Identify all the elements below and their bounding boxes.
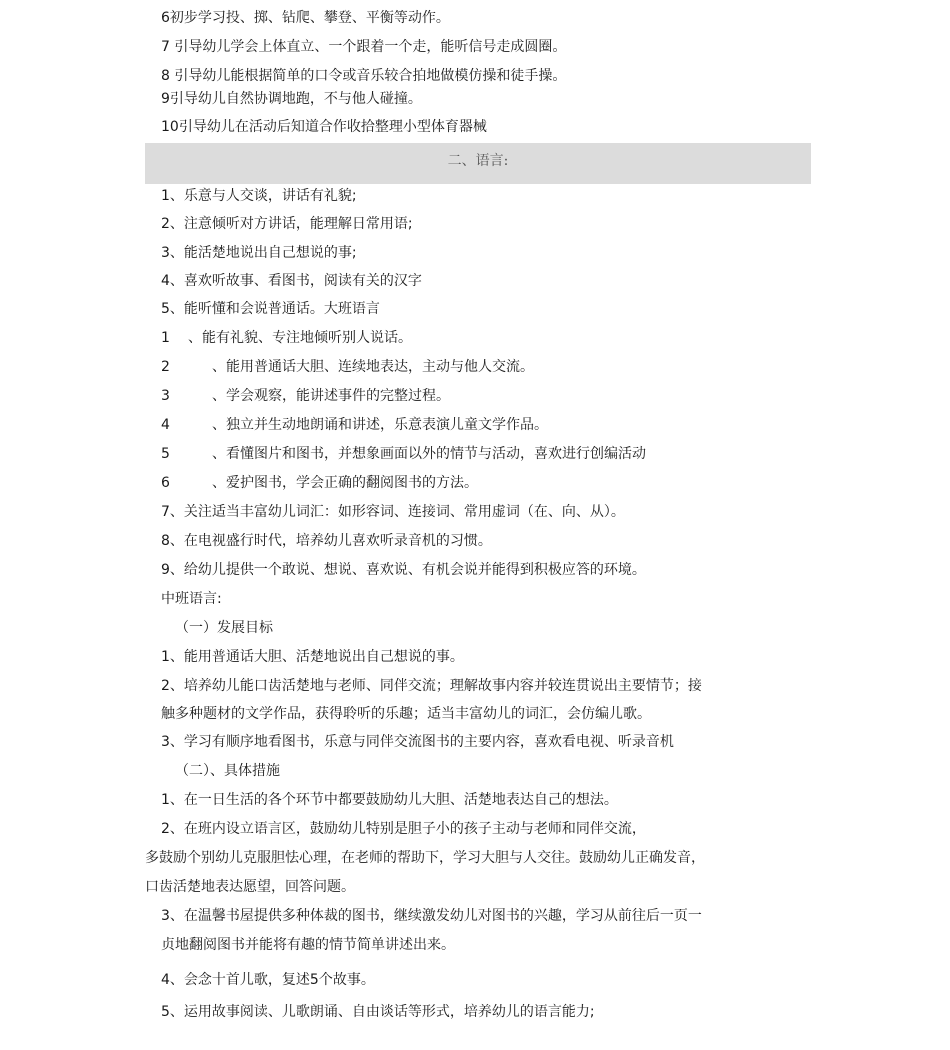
list-item: 、学会观察，能讲述事件的完整过程。 (212, 388, 450, 404)
list-item: 5、运用故事阅读、儿歌朗诵、自由谈话等形式，培养幼儿的语言能力; (161, 1004, 595, 1020)
list-number: 5 (161, 446, 170, 462)
list-item: 4、会念十首儿歌，复述5个故事。 (161, 972, 375, 988)
section-header-band (145, 143, 811, 184)
goals-heading: （一）发展目标 (175, 620, 273, 636)
list-number: 1 (161, 330, 170, 346)
list-item: 、独立并生动地朗诵和讲述，乐意表演儿童文学作品。 (212, 417, 548, 433)
list-number: 2 (161, 359, 170, 375)
list-item: 7 引导幼儿学会上体直立、一个跟着一个走，能听信号走成圆圈。 (161, 39, 567, 55)
list-item: 1、能用普通话大胆、活楚地说出自己想说的事。 (161, 649, 464, 665)
list-item: 5、能听懂和会说普通话。大班语言 (161, 301, 380, 317)
list-number: 3 (161, 388, 170, 404)
list-item: 、看懂图片和图书，并想象画面以外的情节与活动，喜欢进行创编活动 (212, 446, 646, 462)
measures-heading: （二）、具体措施 (175, 763, 280, 779)
list-item-continuation: 口齿活楚地表达愿望，回答问题。 (145, 879, 355, 895)
list-item: 、能有礼貌、专注地倾听别人说话。 (188, 330, 412, 346)
list-item: 7、关注适当丰富幼儿词汇：如形容词、连接词、常用虚词（在、向、从）。 (161, 504, 625, 520)
list-item-continuation: 贞地翻阅图书并能将有趣的情节简单讲述出来。 (161, 937, 455, 953)
list-item-continuation: 触多种题材的文学作品，获得聆听的乐趣；适当丰富幼儿的词汇，会仿编儿歌。 (161, 706, 651, 722)
list-item: 、爱护图书，学会正确的翻阅图书的方法。 (212, 475, 478, 491)
subsection-title: 中班语言: (161, 591, 222, 607)
list-item: 8 引导幼儿能根据简单的口令或音乐较合拍地做模仿操和徒手操。 (161, 68, 567, 84)
section-title: 二、语言: (447, 153, 509, 169)
list-number: 4 (161, 417, 170, 433)
list-item: 1、乐意与人交谈，讲话有礼貌; (161, 188, 357, 204)
list-item: 4、喜欢听故事、看图书，阅读有关的汉字 (161, 273, 422, 289)
list-item: 3、能活楚地说出自己想说的事; (161, 245, 357, 261)
list-item: 2、注意倾听对方讲话，能理解日常用语; (161, 216, 413, 232)
list-item: 9引导幼儿自然协调地跑，不与他人碰撞。 (161, 91, 422, 107)
list-item: 、能用普通话大胆、连续地表达，主动与他人交流。 (212, 359, 534, 375)
list-item-continuation: 多鼓励个别幼儿克服胆怯心理，在老师的帮助下，学习大胆与人交往。鼓励幼儿正确发音， (145, 850, 705, 866)
list-item: 3、在温馨书屋提供多种体裁的图书，继续激发幼儿对图书的兴趣，学习从前往后一页一 (161, 908, 702, 924)
list-item: 8、在电视盛行时代，培养幼儿喜欢听录音机的习惯。 (161, 533, 492, 549)
list-item: 9、给幼儿提供一个敢说、想说、喜欢说、有机会说并能得到积极应答的环境。 (161, 562, 646, 578)
list-number: 6 (161, 475, 170, 491)
list-item: 10引导幼儿在活动后知道合作收拾整理小型体育器械 (161, 119, 487, 135)
list-item: 1、在一日生活的各个环节中都要鼓励幼儿大胆、活楚地表达自己的想法。 (161, 792, 618, 808)
list-item: 2、培养幼儿能口齿活楚地与老师、同伴交流；理解故事内容并较连贯说出主要情节；接 (161, 678, 702, 694)
list-item: 3、学习有顺序地看图书，乐意与同伴交流图书的主要内容，喜欢看电视、听录音机 (161, 734, 674, 750)
list-item: 6初步学习投、掷、钻爬、攀登、平衡等动作。 (161, 10, 450, 26)
list-item: 2、在班内设立语言区，鼓励幼儿特别是胆子小的孩子主动与老师和同伴交流， (161, 821, 646, 837)
